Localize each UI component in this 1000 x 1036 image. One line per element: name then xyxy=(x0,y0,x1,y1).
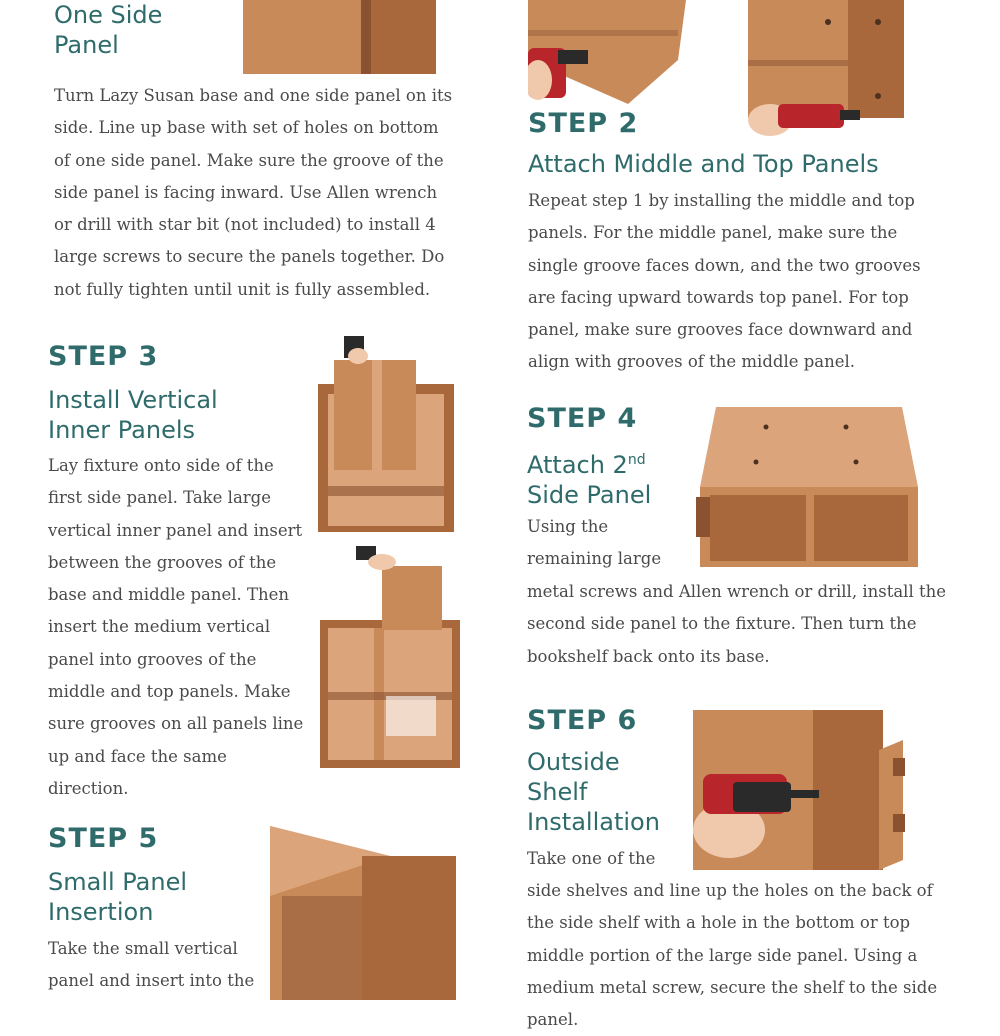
step6-title xyxy=(527,747,660,837)
step4-photo xyxy=(696,407,922,567)
step4-body-line1: Using the xyxy=(527,517,609,536)
step6-label: STEP 6 xyxy=(527,705,638,736)
step6-title-line2: Shelf xyxy=(527,778,588,806)
step5-title-line2: Insertion xyxy=(48,898,154,926)
step2-title: Attach Middle and Top Panels xyxy=(528,150,879,178)
step3-photo-top xyxy=(314,336,456,534)
step2-label: STEP 2 xyxy=(528,108,639,139)
step3-title-line2: Inner Panels xyxy=(48,416,196,444)
step5-photo xyxy=(270,826,456,1000)
step5-body-line1: Take the small vertical xyxy=(48,939,238,958)
step6-body-line1: Take one of the xyxy=(527,849,656,868)
step2-photo-right xyxy=(748,0,904,136)
step6-photo xyxy=(693,710,911,870)
step3-title-line1: Install Vertical xyxy=(48,386,218,414)
step4-title-sup: nd xyxy=(627,452,646,468)
step4-title-text: Attach 2 xyxy=(527,451,628,479)
step3-body: Lay fixture onto side of the first side panel. Take large vertical inner panel and insert between the grooves of the base and middle panel. Then insert the medium vertical panel into grooves of the middle and top panels. Make sure grooves on all panels line up and face the same direction. xyxy=(48,456,304,798)
step6-title-line1: Outside xyxy=(527,748,620,776)
step4-label: STEP 4 xyxy=(527,403,638,434)
step4-body-line2: remaining large xyxy=(527,549,662,568)
step1-title-line2: Panel xyxy=(54,31,119,59)
step1-body: Turn Lazy Susan base and one side panel on its side. Line up base with set of holes on bottom of one side panel. Make sure the groove of the side panel is facing inward. Use Allen wrench or drill with star bit (not included) to install 4 large screws to secure the panels together. Do not fully tighten until unit is fully assembled. xyxy=(54,86,453,299)
step5-title xyxy=(48,867,187,927)
step2-body: Repeat step 1 by installing the middle and top panels. For the middle panel, make sure the single groove faces down, and the two grooves are facing upward towards top panel. For top panel, make sure grooves face downward and align with grooves of the middle panel. xyxy=(528,191,921,372)
step3-label: STEP 3 xyxy=(48,341,159,372)
step3-photo-bottom xyxy=(320,546,460,768)
step1-title xyxy=(54,0,162,60)
step5-title-line1: Small Panel xyxy=(48,868,188,896)
step4-title xyxy=(527,445,651,510)
step5-label: STEP 5 xyxy=(48,823,159,854)
step6-body-rest: side shelves and line up the holes on the back of the side shelf with a hole in the bottom or top middle portion of the large side panel. Using a medium metal screw, secure the shelf to the side panel. xyxy=(527,881,938,1030)
step6-title-line3: Installation xyxy=(527,808,660,836)
step4-title-line2: Side Panel xyxy=(527,481,652,509)
step3-title xyxy=(48,385,218,445)
step4-title-line1 xyxy=(527,445,651,480)
step5-body-line2: panel and insert into the xyxy=(48,971,255,990)
step2-photo-left xyxy=(528,0,686,104)
step1-photo xyxy=(243,0,436,74)
step1-title-line1: One Side xyxy=(54,1,163,29)
step4-body-rest: metal screws and Allen wrench or drill, install the second side panel to the fixture. Then turn the bookshelf back onto its base. xyxy=(527,582,946,666)
